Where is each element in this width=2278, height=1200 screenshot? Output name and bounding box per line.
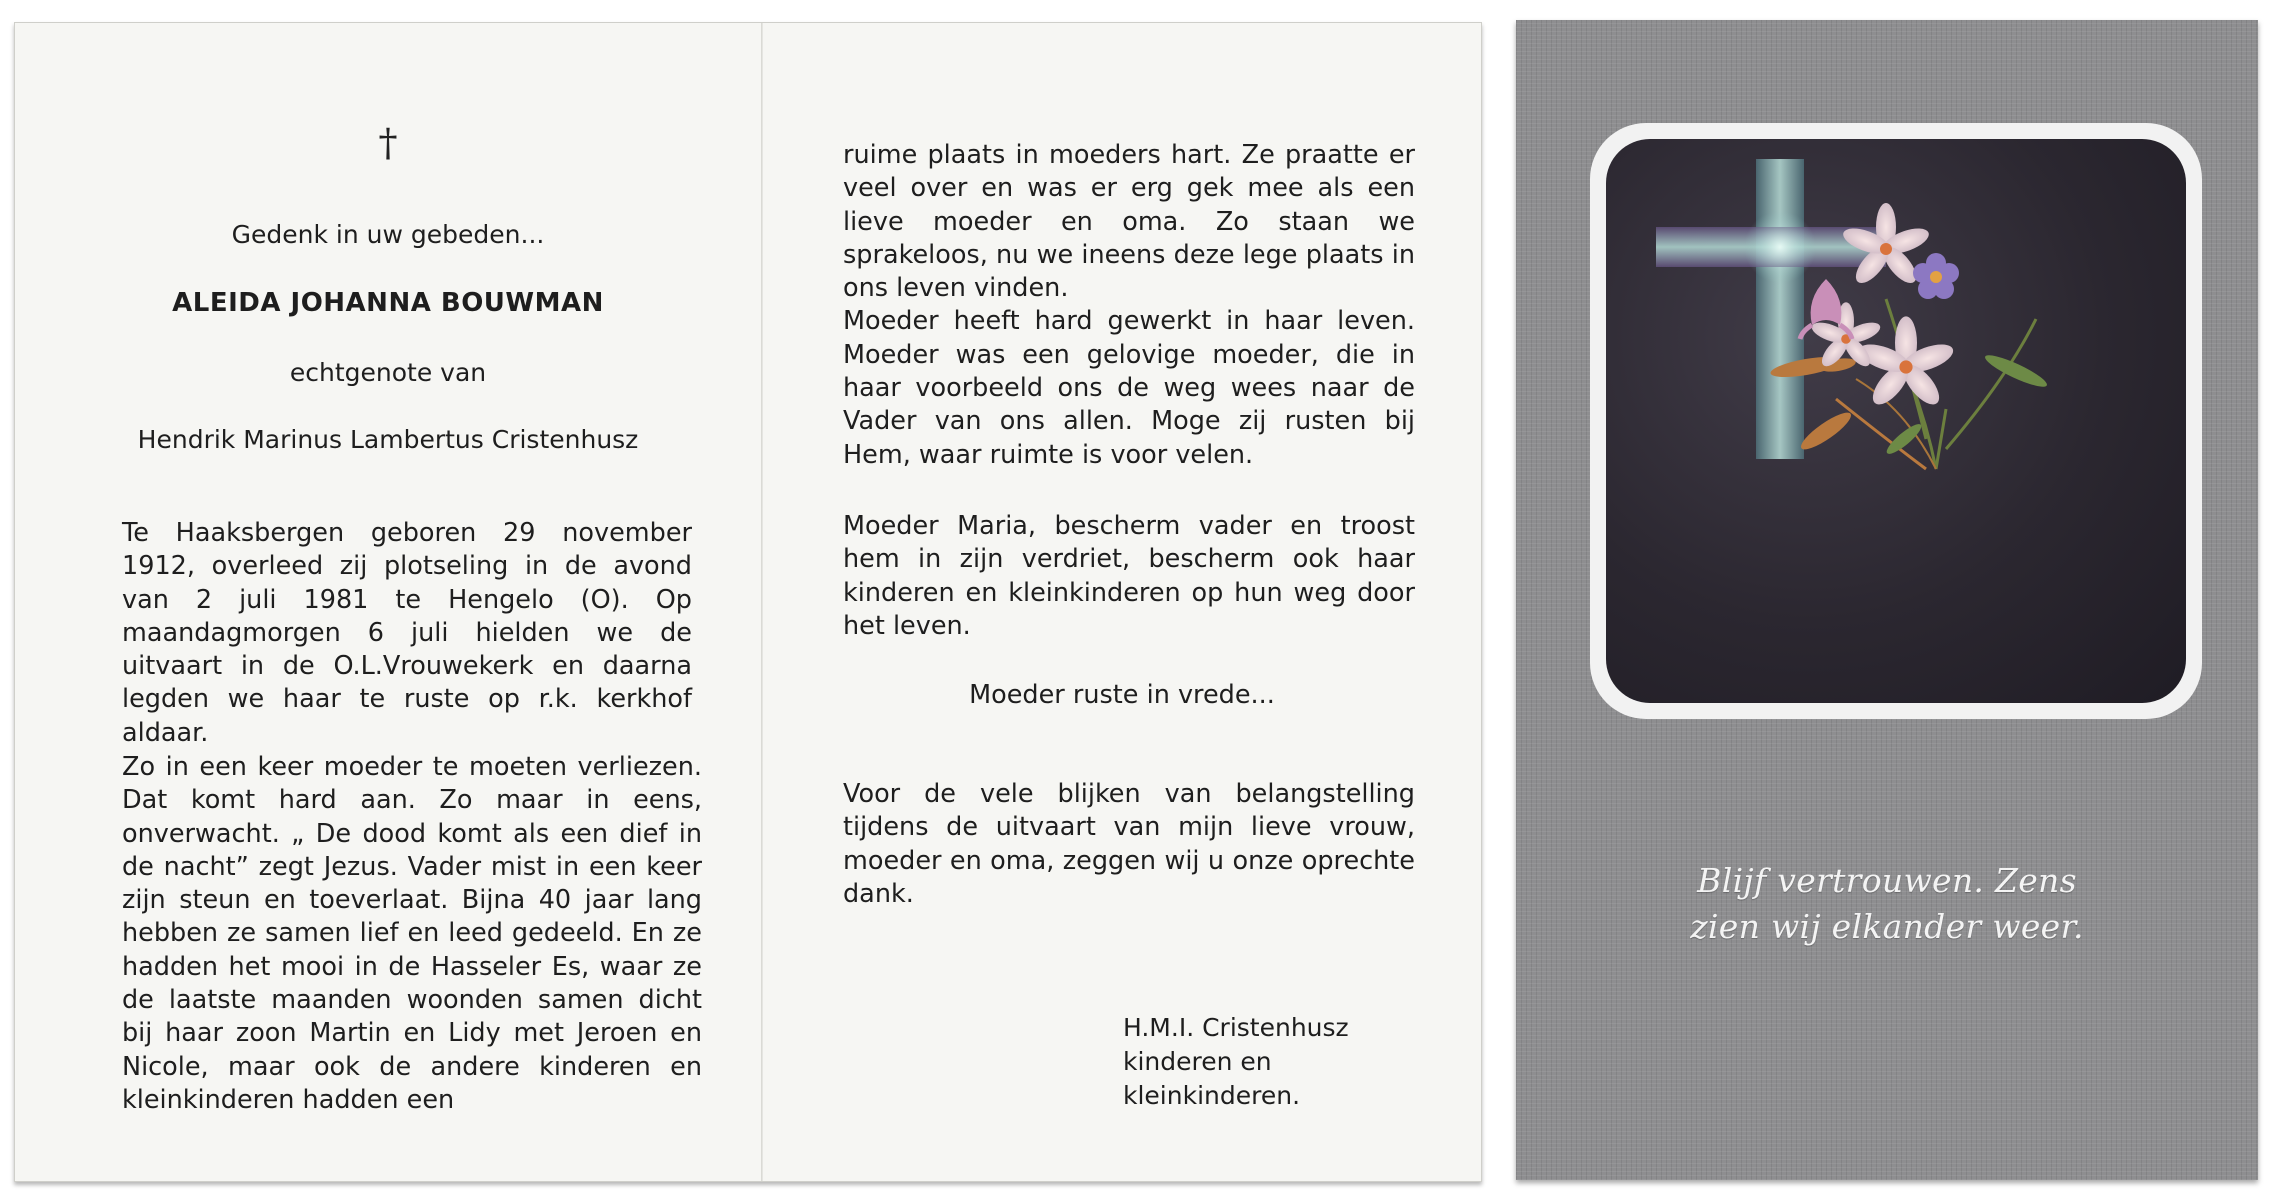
- signature: [1123, 1011, 1349, 1113]
- inner-card: [14, 22, 1482, 1182]
- motto-line: zien wij elkander weer.: [1690, 907, 2084, 946]
- violet-flower-icon: [1913, 253, 1959, 299]
- front-cover: [1516, 20, 2258, 1180]
- continued-paragraph-text: ruime plaats in moeders hart. Ze praatte er veel over en was er erg gek mee als een lieve moeder en oma. Zo staan we sprakeloos, nu we ineens deze lege plaats in ons leven vinden.: [843, 140, 1415, 304]
- memory-paragraph: [122, 751, 702, 1117]
- faith-paragraph-text: Moeder heeft hard gewerkt in haar leven. Moeder was een gelovige moeder, die in haar voorbeeld ons de weg wees naar de Vader van ons allen. Moge zij rusten bij Hem, waar ruimte is voor velen.: [843, 306, 1415, 470]
- life-paragraph: [122, 517, 692, 750]
- signature-line: kinderen en: [1123, 1047, 1272, 1076]
- cross-with-lilies-picture: [1606, 139, 2186, 703]
- continued-paragraph: [843, 139, 1415, 472]
- right-page: [763, 23, 1481, 1181]
- life-paragraph-text: Te Haaksbergen geboren 29 november 1912, overleed zij plotseling in de avond van 2 juli 1981 te Hengelo (O). Op maandagmorgen 6 juli hielden we de uitvaart in de O.L.Vrouwekerk en daarna legden we haar te ruste op r.k. kerkhof aldaar.: [122, 518, 692, 748]
- memory-paragraph-text: Zo in een keer moeder te moeten verliezen. Dat komt hard aan. Zo maar in eens, onverwacht. „ De dood komt als een dief in de nacht” zegt Jezus. Vader mist in een keer zijn steun en toeverlaat. Bijna 40 jaar lang hebben ze samen lief en leed gedeeld. En ze hadden het mooi in de Hasseler Es, waar ze de laatste maanden woonden samen dicht bij haar zoon Martin en Lidy met Jeroen en Nicole, maar ook de andere kinderen en kleinkinderen hadden een: [122, 752, 702, 1115]
- thanks-paragraph: [843, 778, 1415, 911]
- motto-line: Blijf vertrouwen. Zens: [1697, 861, 2077, 900]
- relation-line: echtgenote van: [289, 358, 487, 387]
- prayer-paragraph: [843, 510, 1415, 643]
- cross-symbol: †: [378, 121, 398, 165]
- thanks-paragraph-text: Voor de vele blijken van belangstelling tijdens de uitvaart van mijn lieve vrouw, moeder en oma, zeggen wij u onze oprechte dank.: [843, 779, 1415, 909]
- picture-frame: [1590, 123, 2202, 719]
- cross-glow: [1744, 211, 1816, 283]
- cross-vertical-beam: [1756, 159, 1804, 459]
- prayer-intro: Gedenk in uw gebeden...: [231, 220, 545, 249]
- rest-in-peace-line: Moeder ruste in vrede...: [969, 680, 1275, 710]
- motto-text: [1516, 858, 2258, 950]
- prayer-paragraph-text: Moeder Maria, bescherm vader en troost hem in zijn verdriet, bescherm ook haar kinderen en kleinkinderen op hun weg door het leven.: [843, 511, 1415, 641]
- spouse-name: Hendrik Marinus Lambertus Cristenhusz: [137, 425, 639, 454]
- cross-with-lilies-icon: [1606, 139, 2186, 703]
- deceased-name: ALEIDA JOHANNA BOUWMAN: [172, 288, 604, 318]
- left-page: [15, 23, 761, 1181]
- signature-line: H.M.I. Cristenhusz: [1123, 1013, 1349, 1042]
- signature-line: kleinkinderen.: [1123, 1081, 1301, 1110]
